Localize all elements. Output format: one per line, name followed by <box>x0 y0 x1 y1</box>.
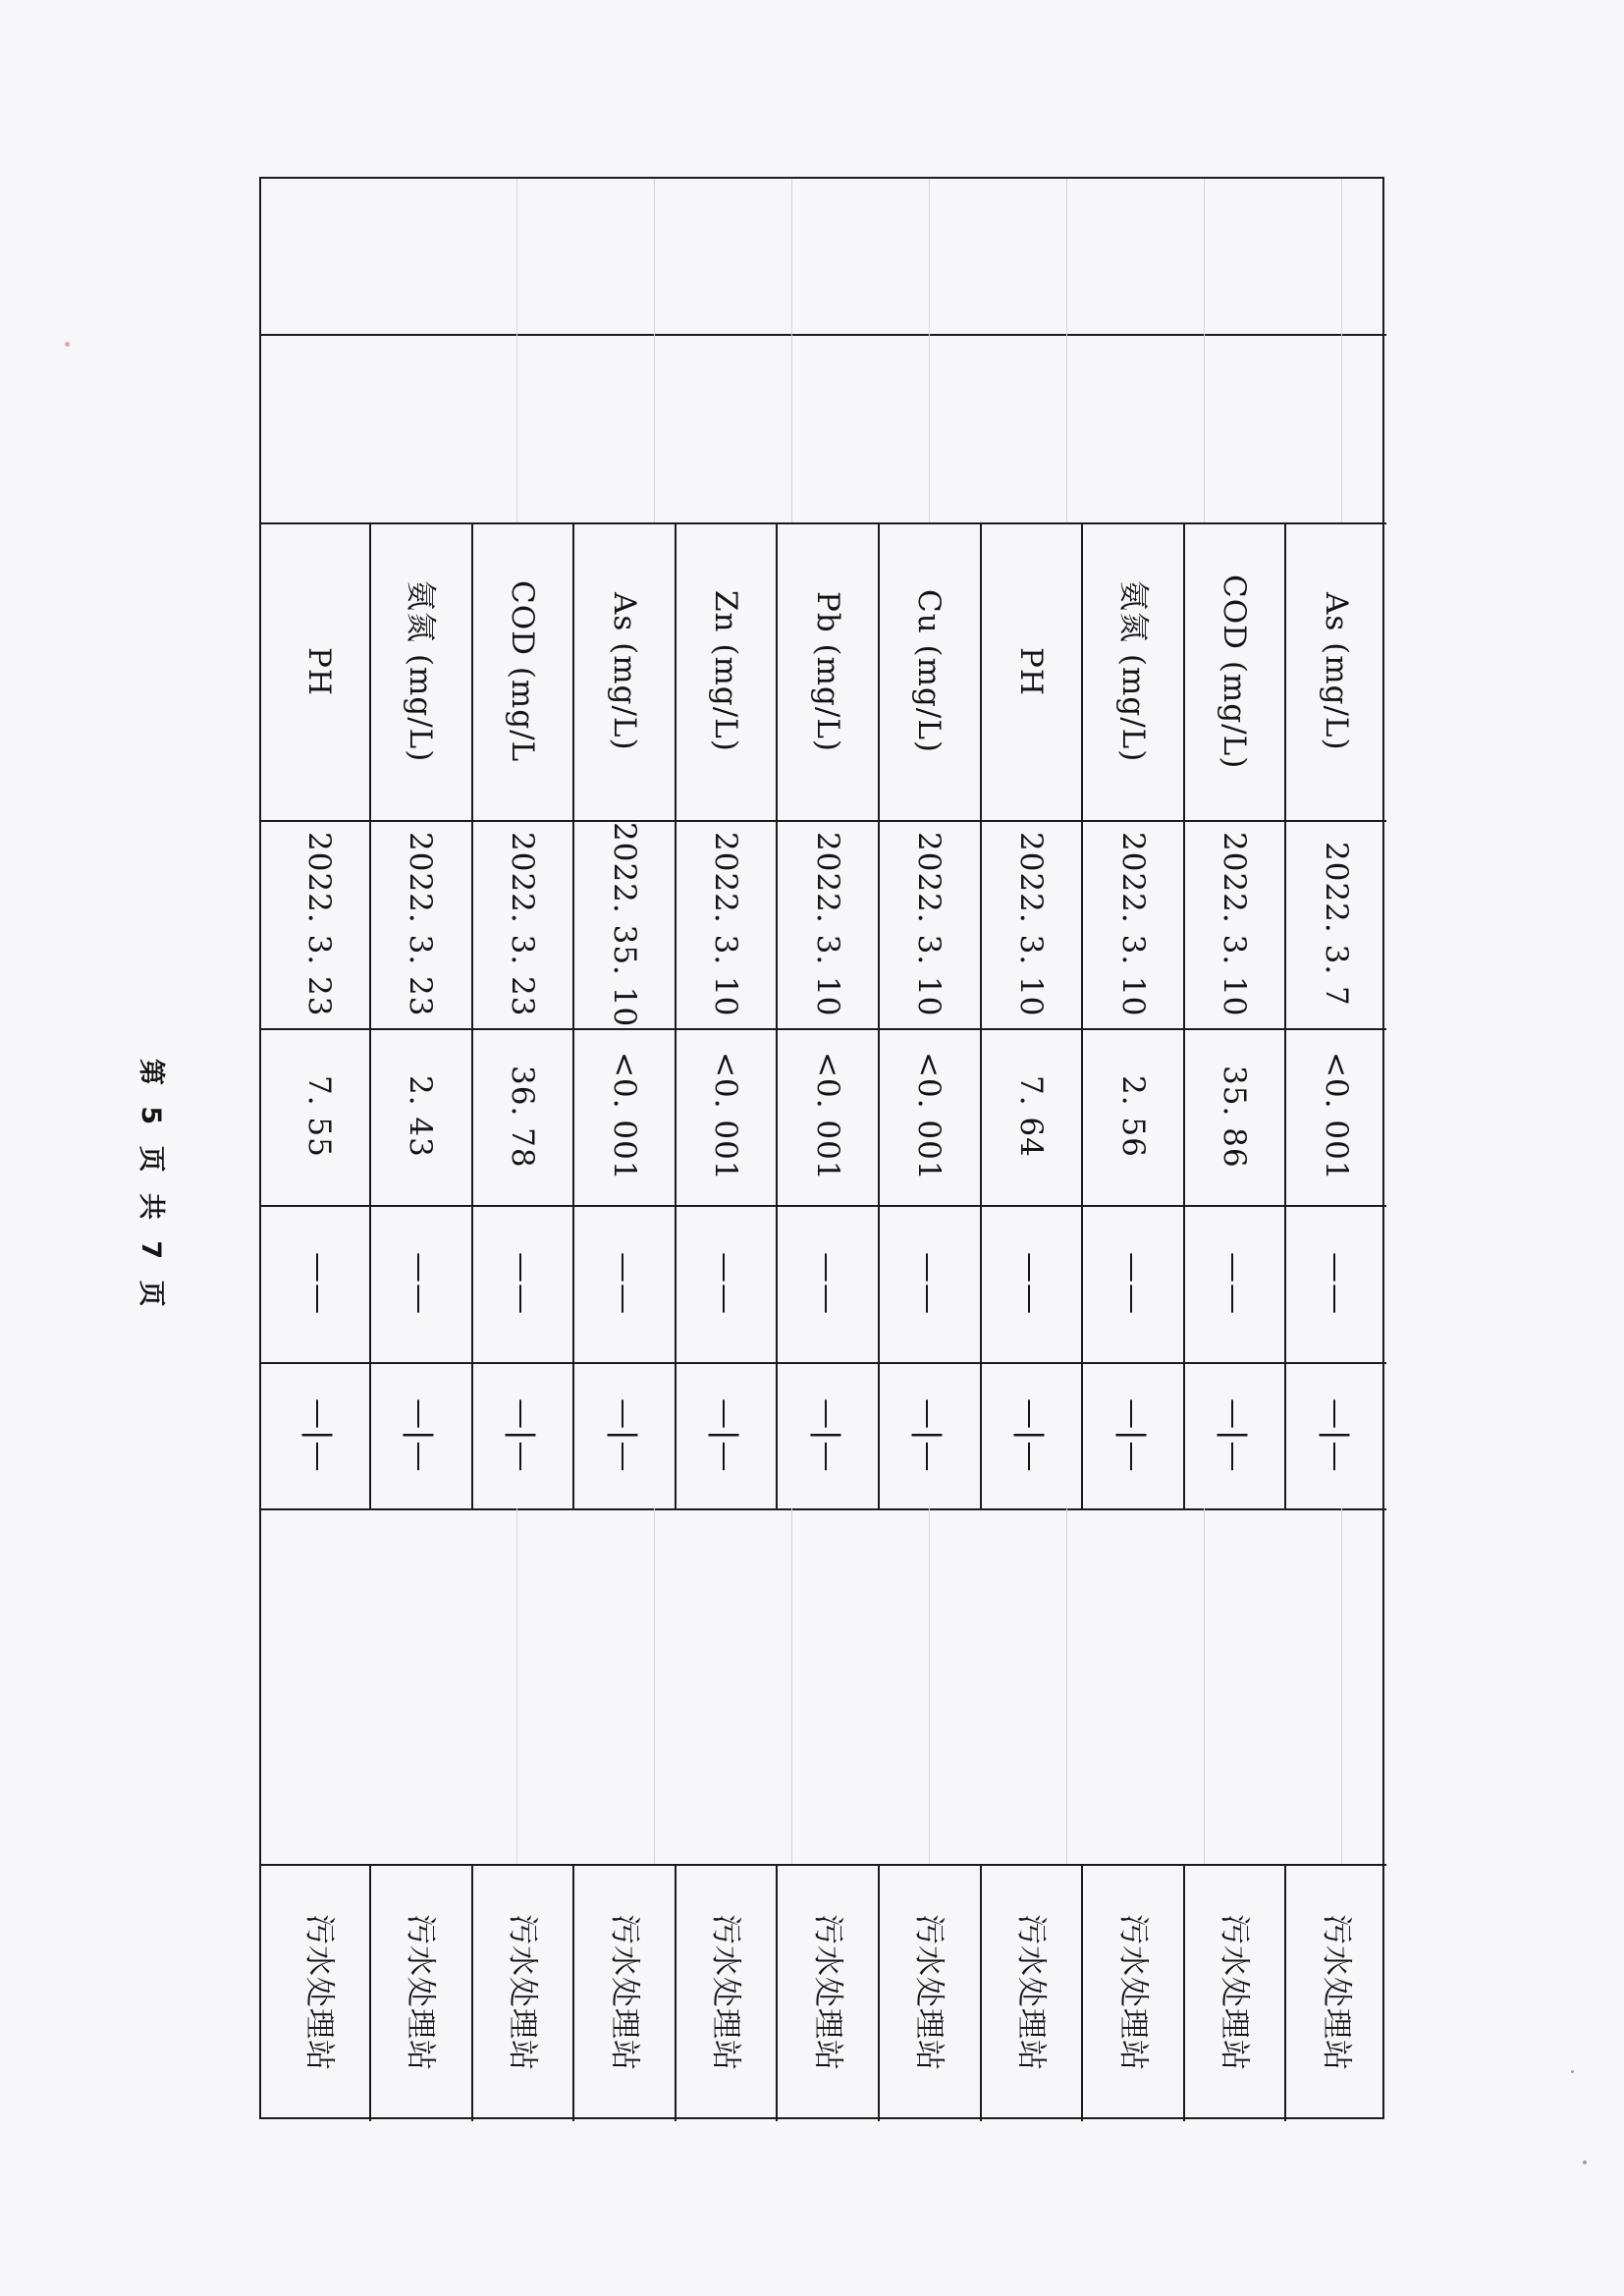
cell-item: PH <box>300 646 337 696</box>
cell-date: 2022. 3. 23 <box>403 832 439 1017</box>
bleed-through-line <box>516 1508 517 1864</box>
bleed-through-line <box>654 1508 655 1864</box>
cell-limit: —— <box>1114 1252 1151 1315</box>
cell-limit: —— <box>1217 1252 1253 1315</box>
scan-speck <box>65 342 70 347</box>
cell-limit: —— <box>606 1252 642 1315</box>
cell-result: <0. 001 <box>1318 1052 1354 1181</box>
verdict-column-divider <box>261 1362 1386 1364</box>
row-divider <box>675 522 677 1508</box>
page-number-footer: 第 5 页 共 7 页 <box>135 1059 166 1313</box>
cell-site: 污水处理站 <box>1012 1914 1049 2071</box>
header-divider <box>261 334 1386 336</box>
cell-verdict: —|— <box>403 1398 439 1473</box>
bleed-through-line <box>1066 179 1067 522</box>
row-divider <box>369 1864 371 2121</box>
cell-item: Zn (mg/L) <box>708 590 744 752</box>
cell-verdict: —|— <box>1217 1398 1253 1473</box>
cell-limit: —— <box>1012 1252 1049 1315</box>
cell-date: 2022. 3. 23 <box>300 832 337 1017</box>
row-divider <box>878 1864 880 2121</box>
cell-site: 污水处理站 <box>708 1914 744 2071</box>
cell-site: 污水处理站 <box>809 1914 845 2071</box>
limit-column-divider <box>261 1205 1386 1207</box>
cell-verdict: —|— <box>1114 1398 1151 1473</box>
cell-item: Pb (mg/L) <box>809 590 845 752</box>
item-column-top-border <box>261 522 1386 524</box>
cell-date: 2022. 3. 7 <box>1318 842 1354 1007</box>
cell-item: PH <box>1012 646 1049 696</box>
cell-result: 7. 64 <box>1012 1075 1049 1158</box>
bleed-through-line <box>1066 1508 1067 1864</box>
bleed-through-line <box>929 1508 930 1864</box>
cell-result: <0. 001 <box>606 1052 642 1181</box>
row-divider <box>1183 1864 1185 2121</box>
cell-date: 2022. 3. 10 <box>809 832 845 1017</box>
row-divider <box>776 1864 778 2121</box>
cell-verdict: —|— <box>1012 1398 1049 1473</box>
row-divider <box>572 1864 574 2121</box>
cell-site: 污水处理站 <box>606 1914 642 2071</box>
cell-date: 2022. 3. 23 <box>504 832 540 1017</box>
row-divider <box>980 1864 982 2121</box>
cell-site: 污水处理站 <box>300 1914 337 2071</box>
cell-date: 2022. 3. 10 <box>708 832 744 1017</box>
cell-verdict: —|— <box>708 1398 744 1473</box>
result-column-divider <box>261 1028 1386 1030</box>
row-divider <box>369 522 371 1508</box>
cell-result: 7. 55 <box>300 1075 337 1158</box>
row-divider <box>980 522 982 1508</box>
row-divider <box>1183 522 1185 1508</box>
row-divider <box>1284 522 1286 1508</box>
cell-item: As (mg/L) <box>606 591 642 751</box>
cell-site: 污水处理站 <box>1114 1914 1151 2071</box>
row-divider <box>572 522 574 1508</box>
row-divider <box>471 522 473 1508</box>
cell-limit: —— <box>1318 1252 1354 1315</box>
row-divider <box>1081 522 1083 1508</box>
rotated-data-table <box>259 177 1384 2119</box>
bleed-through-line <box>791 179 792 522</box>
cell-limit: —— <box>708 1252 744 1315</box>
row-divider <box>675 1864 677 2121</box>
cell-result: <0. 001 <box>708 1052 744 1181</box>
cell-verdict: —|— <box>911 1398 947 1473</box>
cell-date: 2022. 3. 10 <box>1217 832 1253 1017</box>
cell-date: 2022. 3. 10 <box>911 832 947 1017</box>
bleed-through-line <box>791 1508 792 1864</box>
row-divider <box>471 1864 473 2121</box>
cell-result: 36. 78 <box>504 1065 540 1169</box>
cell-date: 2022. 3. 10 <box>1114 832 1151 1017</box>
cell-result: <0. 001 <box>911 1052 947 1181</box>
date-column-divider <box>261 820 1386 822</box>
cell-item: COD (mg/L <box>504 580 540 763</box>
row-divider <box>1081 1864 1083 2121</box>
cell-verdict: —|— <box>809 1398 845 1473</box>
cell-item: 氨氮 (mg/L) <box>1114 580 1151 763</box>
cell-limit: —— <box>911 1252 947 1315</box>
cell-item: COD (mg/L) <box>1217 574 1253 769</box>
bleed-through-line <box>654 179 655 522</box>
cell-limit: —— <box>809 1252 845 1315</box>
scan-speck <box>1571 2070 1574 2073</box>
cell-date: 2022. 3. 10 <box>1012 832 1049 1017</box>
cell-item: 氨氮 (mg/L) <box>403 580 439 763</box>
verdict-column-bottom <box>261 1508 1386 1510</box>
cell-result: 2. 56 <box>1114 1075 1151 1158</box>
cell-verdict: —|— <box>504 1398 540 1473</box>
cell-limit: —— <box>300 1252 337 1315</box>
cell-result: 35. 86 <box>1217 1065 1253 1169</box>
cell-item: As (mg/L) <box>1318 591 1354 751</box>
cell-site: 污水处理站 <box>1217 1914 1253 2071</box>
cell-limit: —— <box>504 1252 540 1315</box>
bleed-through-line <box>1204 179 1205 522</box>
bleed-through-line <box>516 179 517 522</box>
bleed-through-line <box>1204 1508 1205 1864</box>
row-divider <box>1284 1864 1286 2121</box>
cell-site: 污水处理站 <box>911 1914 947 2071</box>
cell-site: 污水处理站 <box>403 1914 439 2071</box>
site-column-top-border <box>261 1864 1386 1866</box>
cell-site: 污水处理站 <box>1318 1914 1354 2071</box>
cell-item: Cu (mg/L) <box>911 589 947 753</box>
scan-speck <box>1583 2160 1587 2164</box>
cell-date: 2022. 35. 10 <box>606 821 642 1027</box>
cell-site: 污水处理站 <box>504 1914 540 2071</box>
row-divider <box>878 522 880 1508</box>
cell-verdict: —|— <box>606 1398 642 1473</box>
row-divider <box>776 522 778 1508</box>
bleed-through-line <box>1341 179 1342 522</box>
cell-verdict: —|— <box>1318 1398 1354 1473</box>
cell-result: <0. 001 <box>809 1052 845 1181</box>
cell-verdict: —|— <box>300 1398 337 1473</box>
cell-limit: —— <box>403 1252 439 1315</box>
bleed-through-line <box>1341 1508 1342 1864</box>
bleed-through-line <box>929 179 930 522</box>
cell-result: 2. 43 <box>403 1075 439 1158</box>
